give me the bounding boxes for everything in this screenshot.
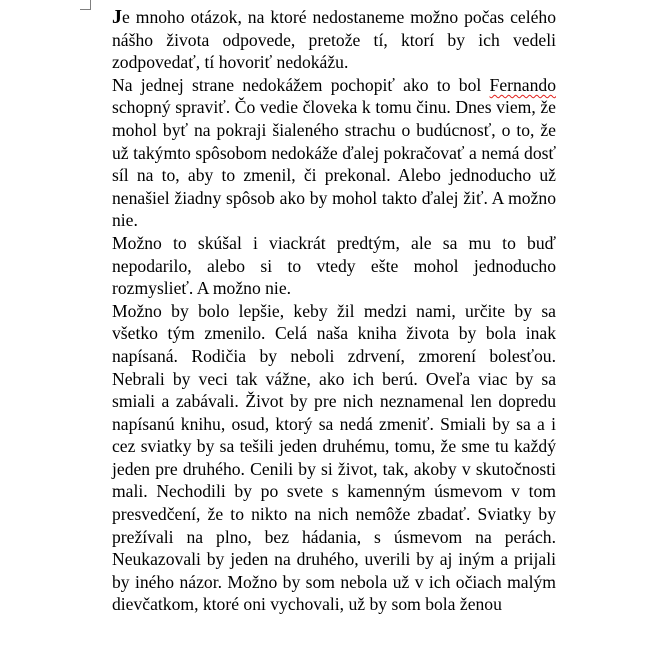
paragraph-4: Možno by bolo lepšie, keby žil medzi nami, určite by sa všetko tým zmenilo. Celá naša kniha života by bola inak napísaná. Rodičia by neboli zdrvení, zmorení bolesťou. Nebrali by veci tak vážne, ako ich berú. Oveľa viac by sa smiali a zabávali. Život by pre nich neznamenal len dopredu napísanú knihu, osud, ktorý sa nedá zmeniť. Smiali by sa a i cez sviatky by sa tešili jeden druhému, tomu, že sme tu každý jeden pre druhého. Cenili by si život, tak, akoby v skutočnosti mali. Nechodili by po svete s kamenným úsmevom v tom presvedčení, že to nikto na nich nemôže zbadať. Sviatky by prežívali na plno, bez hádania, s úsmevom na perách. Neukazovali by jeden na druhého, uverili by aj iným a prijali by iného názor. Možno by som nebola už v ich očiach malým dievčatkom, ktoré oni vychovali, už by som bola ženou bbox=[112, 300, 556, 615]
paragraph-1 bbox=[112, 6, 556, 74]
paragraph-2-text-start: Na jednej strane nedokážem pochopiť ako to bol bbox=[112, 74, 490, 95]
paragraph-1-text: e mnoho otázok, na ktoré nedostaneme možno počas celého nášho života odpovede, pretože tí, ktorí by ich vedeli zodpovedať, tí hovoriť nedokážu. bbox=[112, 7, 556, 73]
paragraph-initial-letter: J bbox=[112, 6, 122, 28]
paragraph-3: Možno to skúšal i viackrát predtým, ale sa mu to buď nepodarilo, alebo si to vtedy ešte mohol jednoducho rozmyslieť. A možno nie. bbox=[112, 232, 556, 299]
paragraph-2-text-end: schopný spraviť. Čo vedie človeka k tomu činu. Dnes viem, že mohol byť na pokraji šialeného strachu o budúcnosť, o to, že už takýmto spôsobom nedokáže ďalej pokračovať a nemá dosť síl na to, aby to zmenil, či prekonal. Alebo jednoducho už nenašiel žiadny spôsob ako by mohol takto ďalej žiť. A možno nie. bbox=[112, 97, 556, 231]
spellcheck-flagged-word[interactable]: Fernando bbox=[489, 74, 556, 95]
text-boundary-mark-horizontal bbox=[80, 9, 91, 10]
paragraph-2 bbox=[112, 74, 556, 232]
document-body[interactable] bbox=[112, 6, 556, 616]
